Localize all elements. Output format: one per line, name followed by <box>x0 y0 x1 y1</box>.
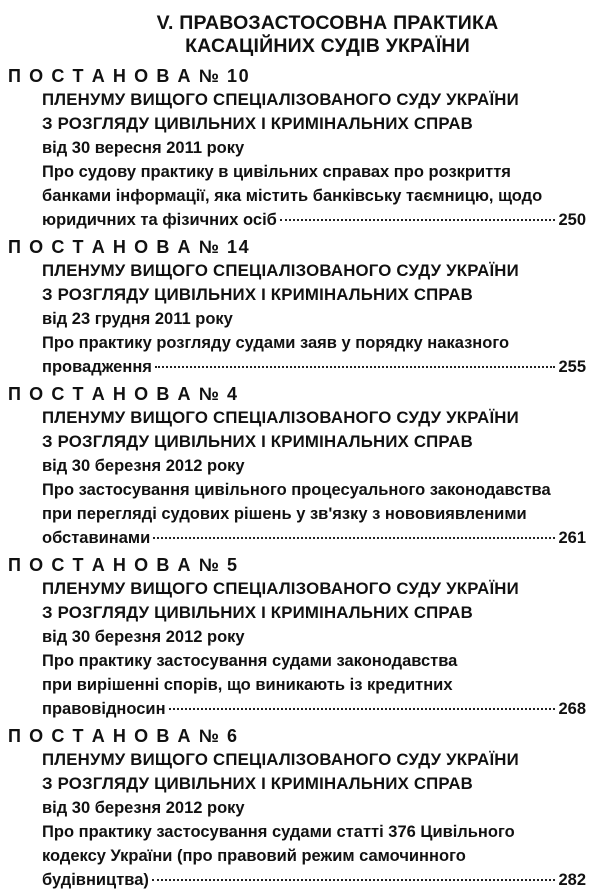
decree-heading: П О С Т А Н О В А № 4 <box>8 384 239 404</box>
entry-body <box>42 88 586 232</box>
decree-description-last-line: юридичних та фізичних осіб <box>42 211 277 229</box>
toc-entry[interactable] <box>8 724 592 892</box>
toc-entry[interactable] <box>8 382 592 550</box>
entry-body <box>42 748 586 892</box>
court-name-line-2: З РОЗГЛЯДУ ЦИВІЛЬНИХ І КРИМІНАЛЬНИХ СПРАВ <box>42 603 473 622</box>
toc-leader-line <box>42 868 586 892</box>
dot-leader <box>153 536 555 539</box>
page-number[interactable]: 250 <box>558 211 586 229</box>
decree-description-line: кодексу України (про правовий режим самочинного <box>42 847 466 865</box>
decree-description-line: банками інформації, яка містить банківську таємницю, щодо <box>42 187 543 205</box>
court-name-line-2: З РОЗГЛЯДУ ЦИВІЛЬНИХ І КРИМІНАЛЬНИХ СПРАВ <box>42 774 473 793</box>
toc-leader-line <box>42 355 586 379</box>
court-name-line-1: ПЛЕНУМУ ВИЩОГО СПЕЦІАЛІЗОВАНОГО СУДУ УКРАЇНИ <box>42 408 519 427</box>
dot-leader <box>155 365 556 368</box>
toc-entry[interactable] <box>8 553 592 721</box>
page-number[interactable]: 261 <box>558 529 586 547</box>
section-title-line-1: V. ПРАВОЗАСТОСОВНА ПРАКТИКА <box>156 12 499 34</box>
decree-description-last-line: будівництва) <box>42 871 149 889</box>
decree-description-line: Про практику застосування судами статті 376 Цивільного <box>42 823 515 841</box>
court-name-line-1: ПЛЕНУМУ ВИЩОГО СПЕЦІАЛІЗОВАНОГО СУДУ УКРАЇНИ <box>42 261 519 280</box>
decree-description-last-line: провадження <box>42 358 152 376</box>
decree-heading: П О С Т А Н О В А № 6 <box>8 726 239 746</box>
decree-date: від 30 березня 2012 року <box>42 457 245 475</box>
decree-description-line: Про практику розгляду судами заяв у порядку наказного <box>42 334 510 352</box>
toc-leader-line <box>42 697 586 721</box>
toc-entries <box>8 64 592 892</box>
decree-heading: П О С Т А Н О В А № 14 <box>8 237 251 257</box>
court-name-line-1: ПЛЕНУМУ ВИЩОГО СПЕЦІАЛІЗОВАНОГО СУДУ УКРАЇНИ <box>42 579 519 598</box>
dot-leader <box>280 218 556 221</box>
decree-heading: П О С Т А Н О В А № 5 <box>8 555 239 575</box>
entry-body <box>42 259 586 379</box>
section-title <box>63 12 592 58</box>
decree-description-line: при перегляді судових рішень у зв'язку з нововиявленими <box>42 505 527 523</box>
toc-leader-line <box>42 526 586 550</box>
decree-heading: П О С Т А Н О В А № 10 <box>8 66 251 86</box>
court-name-line-2: З РОЗГЛЯДУ ЦИВІЛЬНИХ І КРИМІНАЛЬНИХ СПРАВ <box>42 432 473 451</box>
decree-description-line: Про судову практику в цивільних справах про розкриття <box>42 163 511 181</box>
court-name-line-1: ПЛЕНУМУ ВИЩОГО СПЕЦІАЛІЗОВАНОГО СУДУ УКРАЇНИ <box>42 750 519 769</box>
decree-description-line: при вирішенні спорів, що виникають із кредитних <box>42 676 453 694</box>
page-number[interactable]: 255 <box>558 358 586 376</box>
decree-description-last-line: правовідносин <box>42 700 166 718</box>
entry-body <box>42 577 586 721</box>
dot-leader <box>169 707 556 710</box>
decree-description-last-line: обставинами <box>42 529 151 547</box>
dot-leader <box>152 878 556 881</box>
decree-date: від 30 березня 2012 року <box>42 628 245 646</box>
toc-leader-line <box>42 208 586 232</box>
page-number[interactable]: 268 <box>558 700 586 718</box>
decree-date: від 30 березня 2012 року <box>42 799 245 817</box>
decree-date: від 30 вересня 2011 року <box>42 139 245 157</box>
section-title-line-2: КАСАЦІЙНИХ СУДІВ УКРАЇНИ <box>185 35 470 57</box>
court-name-line-1: ПЛЕНУМУ ВИЩОГО СПЕЦІАЛІЗОВАНОГО СУДУ УКРАЇНИ <box>42 90 519 109</box>
decree-description-line: Про застосування цивільного процесуального законодавства <box>42 481 551 499</box>
court-name-line-2: З РОЗГЛЯДУ ЦИВІЛЬНИХ І КРИМІНАЛЬНИХ СПРАВ <box>42 285 473 304</box>
page-number[interactable]: 282 <box>558 871 586 889</box>
entry-body <box>42 406 586 550</box>
toc-entry[interactable] <box>8 64 592 232</box>
court-name-line-2: З РОЗГЛЯДУ ЦИВІЛЬНИХ І КРИМІНАЛЬНИХ СПРАВ <box>42 114 473 133</box>
toc-entry[interactable] <box>8 235 592 379</box>
decree-date: від 23 грудня 2011 року <box>42 310 233 328</box>
decree-description-line: Про практику застосування судами законодавства <box>42 652 458 670</box>
